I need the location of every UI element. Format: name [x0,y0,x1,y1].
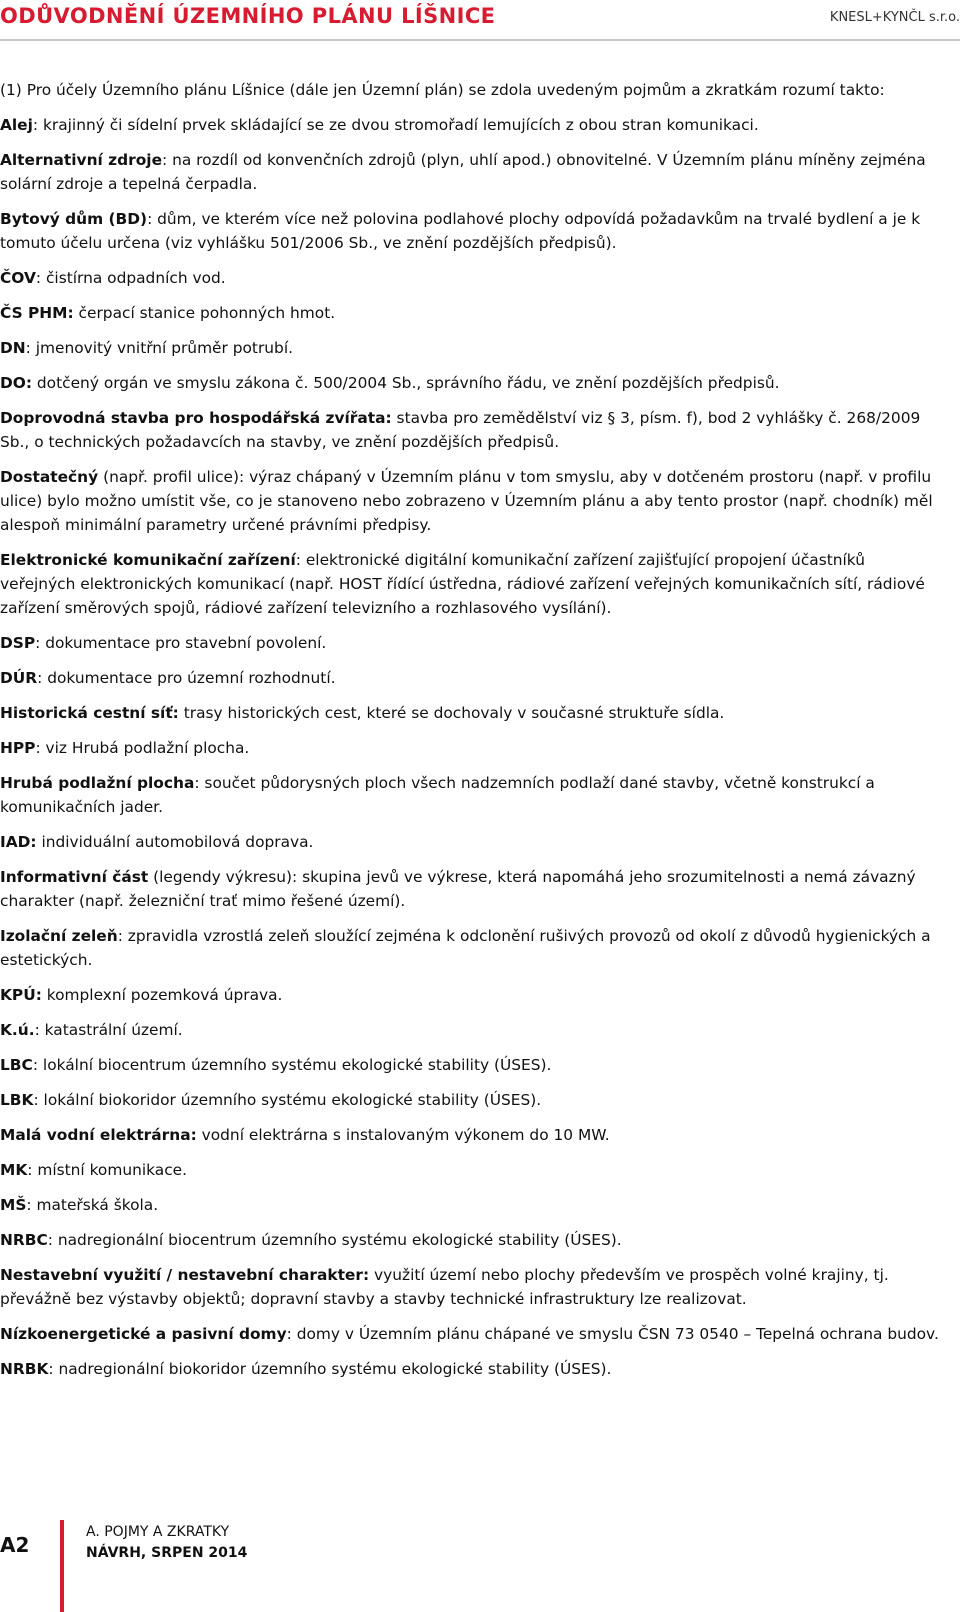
definition-entry [0,406,945,454]
definition-text: : viz Hrubá podlažní plocha. [35,739,250,757]
definition-term: Dostatečný [0,468,99,486]
definition-entry [0,666,945,690]
definition-term: LBK [0,1091,34,1109]
definition-entry [0,371,945,395]
definition-text: dotčený orgán ve smyslu zákona č. 500/2004 Sb., správního řádu, ve znění pozdějších předpisů. [32,374,780,392]
definition-entry [0,1158,945,1182]
definition-entry [0,1123,945,1147]
footer-caption [86,1522,247,1564]
definition-entry [0,1193,945,1217]
definition-entry [0,113,945,137]
definition-text: : nadregionální biocentrum územního systému ekologické stability (ÚSES). [47,1231,622,1249]
definition-entry [0,465,945,537]
page-number: A2 [0,1533,30,1557]
definition-entry [0,207,945,255]
definition-text: : katastrální území. [34,1021,183,1039]
definition-term: DÚR [0,669,38,687]
definition-text: trasy historických cest, které se dochovaly v současné struktuře sídla. [178,704,725,722]
definition-text: vodní elektrárna s instalovaným výkonem do 10 MW. [196,1126,610,1144]
definition-text: : mateřská škola. [26,1196,159,1214]
definition-entry [0,830,945,854]
definition-term: Alternativní zdroje [0,151,163,169]
definition-text: : součet půdorysných ploch všech nadzemních podlaží dané stavby, včetně konstrukcí a komunikačních jader. [0,774,875,816]
definition-text: : domy v Územním plánu chápané ve smyslu ČSN 73 0540 – Tepelná ochrana budov. [286,1325,939,1343]
definition-text: (legendy výkresu): skupina jevů ve výkrese, která napomáhá jeho srozumitelnosti a nemá závazný charakter (např. železniční trať mimo řešené území). [0,868,916,910]
definition-term: NRBC [0,1231,48,1249]
definition-text: : na rozdíl od konvenčních zdrojů (plyn, uhlí apod.) obnovitelné. V Územním plánu míněny zejména solární zdroje a tepelná čerpadla. [0,151,926,193]
definition-term: K.ú. [0,1021,35,1039]
definition-term: LBC [0,1056,33,1074]
definition-text: : jmenovitý vnitřní průměr potrubí. [25,339,293,357]
definition-text: : dokumentace pro stavební povolení. [35,634,327,652]
definition-term: ČOV [0,269,36,287]
definition-term: Alej [0,116,33,134]
definition-text: stavba pro zemědělství viz § 3, písm. f), bod 2 vyhlášky č. 268/2009 Sb., o technických požadavcích na stavby, ve znění pozdějších předpisů. [0,409,921,451]
definition-text: individuální automobilová doprava. [36,833,314,851]
definition-entry [0,1263,945,1311]
definition-entry [0,924,945,972]
definition-entry [0,1088,945,1112]
definition-entry [0,1018,945,1042]
footer-accent-bar [60,1520,64,1612]
definition-entry [0,1053,945,1077]
intro-paragraph: (1) Pro účely Územního plánu Líšnice (dále jen Územní plán) se zdola uvedeným pojmům a zkratkám rozumí takto: [0,81,885,99]
definitions-list [0,113,945,1381]
definition-term: HPP [0,739,36,757]
document-version: NÁVRH, SRPEN 2014 [86,1545,248,1561]
definition-text: : lokální biokoridor územního systému ekologické stability (ÚSES). [33,1091,542,1109]
definition-entry [0,736,945,760]
section-name: A. POJMY A ZKRATKY [86,1524,230,1540]
definition-text: : nadregionální biokoridor územního systému ekologické stability (ÚSES). [48,1360,612,1378]
definition-text: : zpravidla vzrostlá zeleň sloužící zejména k odclonění rušivých provozů od okolí z důvodů hygienických a estetických. [0,927,931,969]
definition-entry [0,1357,945,1381]
definition-text: komplexní pozemková úprava. [41,986,283,1004]
definition-text: využití území nebo plochy především ve prospěch volné krajiny, tj. převážně bez výstavby objektů; dopravní stavby a stavby technické infrastruktury lze realizovat. [0,1266,889,1308]
definition-entry [0,148,945,196]
definition-term: DN [0,339,26,357]
definition-text: (např. profil ulice): výraz chápaný v Územním plánu v tom smyslu, aby v dotčeném prostoru (např. v profilu ulice) bylo možno umístit vše, co je stanoveno nebo zobrazeno v Územním plánu a aby tento prostor (např. chodník) měl alespoň minimální parametry určené právními předpisy. [0,468,933,534]
definition-term: KPÚ: [0,986,42,1004]
definition-text: : dům, ve kterém více než polovina podlahové plochy odpovídá požadavkům na trvalé bydlení a je k tomuto účelu určena (viz vyhlášku 501/2006 Sb., ve znění pozdějších předpisů). [0,210,921,252]
definition-text: : čistírna odpadních vod. [35,269,226,287]
definition-term: Elektronické komunikační zařízení [0,551,296,569]
page-footer [0,1500,960,1612]
definitions-section [0,78,945,1392]
definition-entry [0,266,945,290]
definition-entry [0,548,945,620]
definition-term: Malá vodní elektrárna: [0,1126,197,1144]
definition-term: MŠ [0,1196,27,1214]
definition-text: : místní komunikace. [27,1161,188,1179]
definition-entry [0,301,945,325]
definition-term: Hrubá podlažní plocha [0,774,195,792]
definition-entry [0,336,945,360]
definition-text: : dokumentace pro územní rozhodnutí. [37,669,336,687]
definition-term: DO: [0,374,33,392]
header-divider [0,39,960,41]
definition-entry [0,701,945,725]
document-title: ODŮVODNĚNÍ ÚZEMNÍHO PLÁNU LÍŠNICE [0,4,496,28]
definition-text: : krajinný či sídelní prvek skládající se ze dvou stromořadí lemujících z obou stran komunikaci. [32,116,759,134]
definition-term: Bytový dům (BD) [0,210,148,228]
definition-term: Historická cestní síť: [0,704,179,722]
definition-term: IAD: [0,833,37,851]
definition-entry [0,1322,945,1346]
definition-term: MK [0,1161,28,1179]
definition-entry [0,631,945,655]
definition-term: Doprovodná stavba pro hospodářská zvířata: [0,409,392,427]
definition-term: Izolační zeleň [0,927,118,945]
definition-term: NRBK [0,1360,49,1378]
definition-term: Informativní část [0,868,149,886]
definition-entry [0,865,945,913]
definition-term: ČS PHM: [0,304,74,322]
company-name: KNESL+KYNČL s.r.o. [829,10,960,25]
definition-term: Nestavební využití / nestavební charakter: [0,1266,370,1284]
definition-text: čerpací stanice pohonných hmot. [73,304,336,322]
definition-entry [0,1228,945,1252]
definition-text: : elektronické digitální komunikační zařízení zajišťující propojení účastníků veřejných elektronických komunikací (např. HOST řídící ústředna, rádiové zařízení veřejných komunikačních sítí, rádiové zařízení směrových spojů, rádiové zařízení televizního a rozhlasového vysílání). [0,551,925,617]
definition-entry [0,771,945,819]
definition-term: DSP [0,634,36,652]
page-header [0,0,960,40]
definition-text: : lokální biocentrum územního systému ekologické stability (ÚSES). [32,1056,552,1074]
definition-term: Nízkoenergetické a pasivní domy [0,1325,287,1343]
definition-entry [0,983,945,1007]
